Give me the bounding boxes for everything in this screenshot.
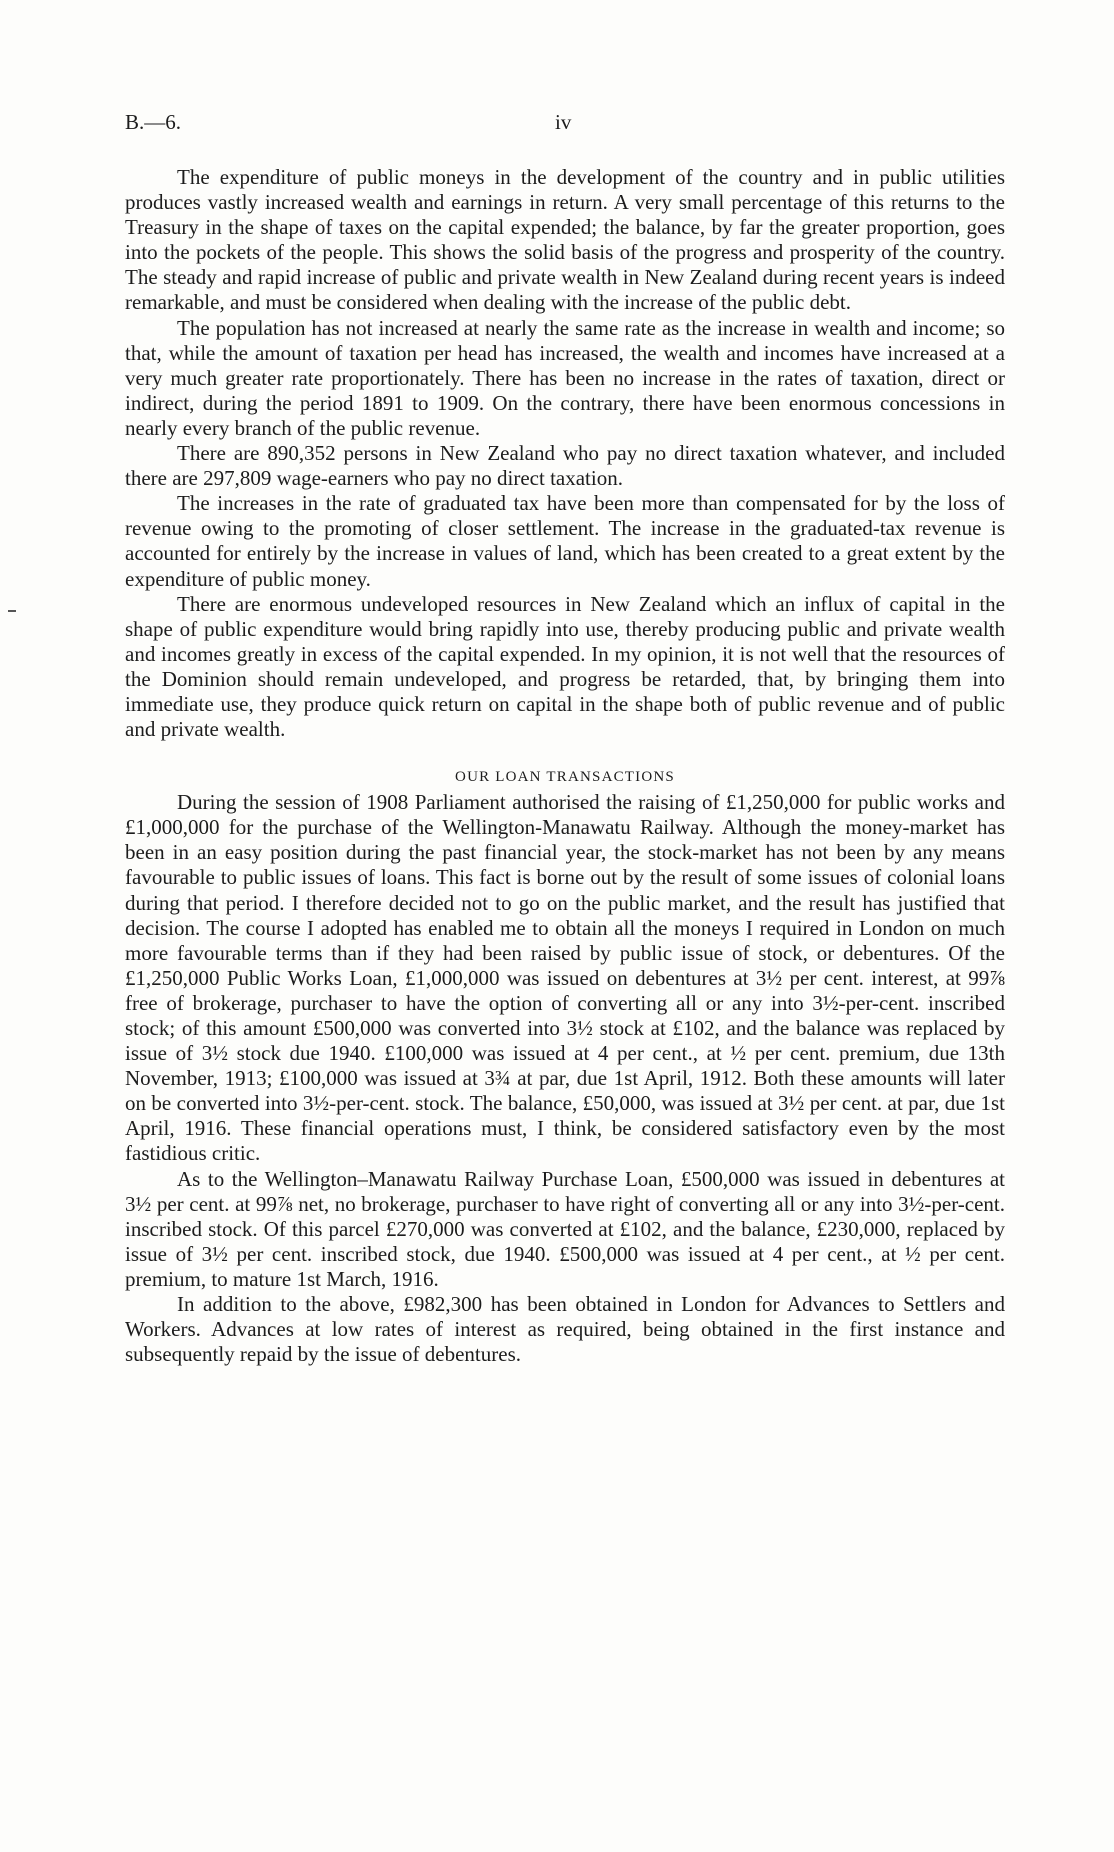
document-body <box>125 165 1005 1367</box>
paragraph-loan-session-1908: During the session of 1908 Parliament authorised the raising of £1,250,000 for public works and £1,000,000 for the purchase of the Wellington-Manawatu Railway. Although the money-market has been in an easy position during the past financial year, the stock-market has not been by any means favourable to public issues of loans. This fact is borne out by the result of some issues of colonial loans during that period. I therefore decided not to go on the public market, and the result has justified that decision. The course I adopted has enabled me to obtain all the moneys I required in London on much more favourable terms than if they had been raised by public issue of stock, or debentures. Of the £1,250,000 Public Works Loan, £1,000,000 was issued on debentures at 3½ per cent. interest, at 99⅞ free of brokerage, purchaser to have the option of converting all or any into 3½-per-cent. inscribed stock; of this amount £500,000 was converted into 3½ stock at £102, and the balance was replaced by issue of 3½ stock due 1940. £100,000 was issued at 4 per cent., at ½ per cent. premium, due 13th November, 1913; £100,000 was issued at 3¾ at par, due 1st April, 1912. Both these amounts will later on be converted into 3½-per-cent. stock. The balance, £50,000, was issued at 3½ per cent. at par, due 1st April, 1916. These financial operations must, I think, be considered satisfactory even by the most fastidious critic. <box>125 790 1005 1166</box>
paragraph-graduated-tax: The increases in the rate of graduated tax have been more than compensated for by the loss of revenue owing to the promoting of closer settlement. The increase in the graduated-tax revenue is accounted for entirely by the increase in values of land, which has been created to a great extent by the expenditure of public money. <box>125 491 1005 591</box>
paragraph-undeveloped-resources: There are enormous undeveloped resources in New Zealand which an influx of capital in the shape of public expenditure would bring rapidly into use, thereby producing public and private wealth and incomes greatly in excess of the capital expended. In my opinion, it is not well that the resources of the Dominion should remain undeveloped, and progress be retarded, that, by bringing them into immediate use, they produce quick return on capital in the shape both of public revenue and of public and private wealth. <box>125 591 1005 742</box>
paragraph-taxpayers: There are 890,352 persons in New Zealand who pay no direct taxation whatever, and included there are 297,809 wage-earners who pay no direct taxation. <box>125 441 1005 491</box>
paragraph-railway-purchase-loan: As to the Wellington–Manawatu Railway Purchase Loan, £500,000 was issued in debentures at 3½ per cent. at 99⅞ net, no brokerage, purchaser to have right of converting all or any into 3½-per-cent. inscribed stock. Of this parcel £270,000 was converted at £102, and the balance, £230,000, replaced by issue of 3½ per cent. inscribed stock, due 1940. £500,000 was issued at 4 per cent., at ½ per cent. premium, to mature 1st March, 1916. <box>125 1166 1005 1291</box>
section-heading: OUR LOAN TRANSACTIONS <box>455 769 675 786</box>
page-number: iv <box>555 110 572 134</box>
paragraph-public-expenditure: The expenditure of public moneys in the development of the country and in public utilities produces vastly increased wealth and earnings in return. A very small percentage of this returns to the Treasury in the shape of taxes on the capital expended; the balance, by far the greater proportion, goes into the pockets of the people. This shows the solid basis of the progress and prosperity of the country. The steady and rapid increase of public and private wealth in New Zealand during recent years is indeed remarkable, and must be considered when dealing with the increase of the public debt. <box>125 165 1005 315</box>
paragraph-population: The population has not increased at nearly the same rate as the increase in wealth and income; so that, while the amount of taxation per head has increased, the wealth and incomes have increased at a very much greater rate proportionately. There has been no increase in the rates of taxation, direct or indirect, during the period 1891 to 1909. On the contrary, there have been enormous concessions in nearly every branch of the public revenue. <box>125 315 1005 440</box>
paragraph-advances-settlers: In addition to the above, £982,300 has been obtained in London for Advances to Settlers and Workers. Advances at low rates of interest as required, being obtained in the first instance and subsequently repaid by the issue of debentures. <box>125 1292 1005 1367</box>
page-header <box>125 110 1005 140</box>
document-reference: B.—6. <box>125 110 182 134</box>
margin-mark <box>8 610 16 612</box>
